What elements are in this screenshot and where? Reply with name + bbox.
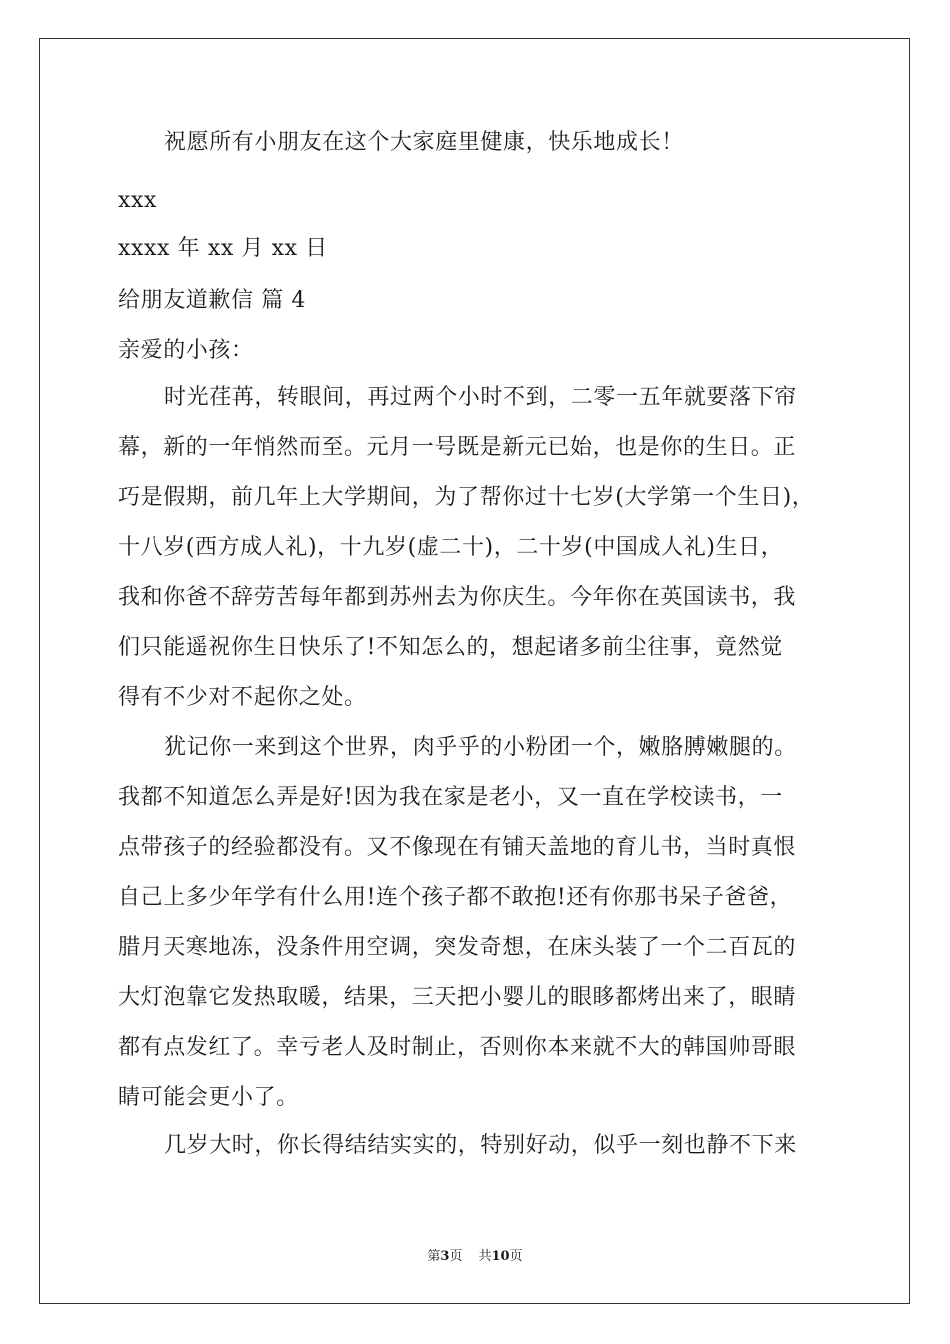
paragraph-line: 祝愿所有小朋友在这个大家庭里健康，快乐地成长！ — [164, 130, 684, 155]
paragraph-line: 们只能遥祝你生日快乐了!不知怎么的，想起诸多前尘往事，竟然觉 — [118, 635, 783, 660]
page-suffix: 页 — [449, 1249, 463, 1264]
paragraph-line: 得有不少对不起你之处。 — [118, 685, 367, 710]
section-title: 给朋友道歉信 篇 4 — [118, 288, 306, 313]
paragraph-line: 自己上多少年学有什么用!连个孩子都不敢抱!还有你那书呆子爸爸， — [118, 885, 793, 910]
paragraph-line: 腊月天寒地冻，没条件用空调，突发奇想，在床头装了一个二百瓦的 — [118, 935, 797, 960]
paragraph-line: 睛可能会更小了。 — [118, 1085, 299, 1110]
paragraph-line: 我和你爸不辞劳苦每年都到苏州去为你庆生。今年你在英国读书，我 — [118, 585, 797, 610]
total-prefix: 共 — [478, 1249, 492, 1264]
paragraph-line: 点带孩子的经验都没有。又不像现在有铺天盖地的育儿书，当时真恨 — [118, 835, 797, 860]
paragraph-line: 大灯泡靠它发热取暖，结果，三天把小婴儿的眼眵都烤出来了，眼睛 — [118, 985, 797, 1010]
paragraph-line: 都有点发红了。幸亏老人及时制止，否则你本来就不大的韩国帅哥眼 — [118, 1035, 797, 1060]
salutation: 亲爱的小孩： — [118, 338, 254, 363]
page-footer — [0, 1248, 950, 1266]
signature-date: xxxx 年 xx 月 xx 日 — [118, 236, 328, 261]
paragraph-line: 幕，新的一年悄然而至。元月一号既是新元已始，也是你的生日。正 — [118, 435, 797, 460]
paragraph-line: 十八岁(西方成人礼)，十九岁(虚二十)，二十岁(中国成人礼)生日， — [118, 535, 784, 560]
total-suffix: 页 — [509, 1249, 523, 1264]
total-pages: 10 — [491, 1249, 510, 1264]
paragraph-line: 几岁大时，你长得结结实实的，特别好动，似乎一刻也静不下来 — [164, 1133, 797, 1158]
paragraph-line: 时光荏苒，转眼间，再过两个小时不到，二零一五年就要落下帘 — [164, 385, 797, 410]
paragraph-line: 巧是假期，前几年上大学期间，为了帮你过十七岁(大学第一个生日)， — [118, 485, 815, 510]
signature-name: xxx — [118, 188, 158, 213]
page-number: 3 — [440, 1249, 450, 1264]
paragraph-line: 犹记你一来到这个世界，肉乎乎的小粉团一个，嫩胳膊嫩腿的。 — [164, 735, 797, 760]
paragraph-line: 我都不知道怎么弄是好!因为我在家是老小，又一直在学校读书，一 — [118, 785, 783, 810]
page-border — [39, 38, 910, 1304]
page-prefix: 第 — [427, 1249, 441, 1264]
